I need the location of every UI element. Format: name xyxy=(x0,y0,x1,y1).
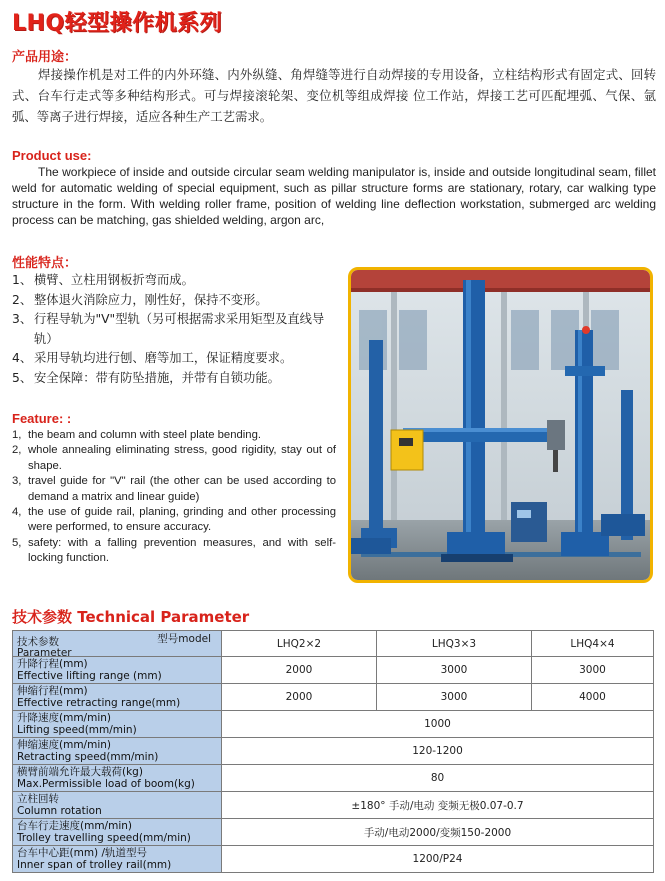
usage-en-text: The workpiece of inside and outside circular seam welding manipulator is, inside and outside longitudinal seam, fillet weld for automatic welding of special equipment, such as pillar structure forms are stationary, rotary, car walking type structure in the form. With welding roller frame, position of welding line deflection workstation, submerged arc welding process can be matching, gas shielded welding, argon arc, xyxy=(12,165,656,227)
features-cn-item: 2、 整体退火消除应力，刚性好，保持不变形。 xyxy=(12,292,268,307)
table-row xyxy=(13,792,654,819)
parameter-table xyxy=(12,630,654,873)
table-row xyxy=(13,819,654,846)
row-label: 台车行走速度(mm/min) Trolley travelling speed(mm/min) xyxy=(13,819,222,846)
corner-param-label: 技术参数 Parameter xyxy=(17,636,72,659)
table-row xyxy=(13,738,654,765)
table-cell: 80 xyxy=(222,765,654,792)
usage-cn-text: 焊接操作机是对工件的内外环缝、内外纵缝、角焊缝等进行自动焊接的专用设备，立柱结构形式有固定式、回转式、台车行走式等多种结构形式。可与焊接滚轮架、变位机等组成焊接 位工作站，焊接工艺可匹配埋弧、气保、氩弧、等离子进行焊接，适应各种生产工艺需求。 xyxy=(12,67,656,124)
table-row xyxy=(13,711,654,738)
usage-cn-heading: 产品用途： xyxy=(12,50,78,65)
table-row xyxy=(13,684,654,711)
table-cell: 2000 xyxy=(222,657,377,684)
table-header-row xyxy=(13,631,654,657)
features-cn-item: 4、 采用导轨均进行刨、磨等加工，保证精度要求。 xyxy=(12,351,293,365)
welding-manipulator-illustration xyxy=(351,270,650,580)
table-corner-cell xyxy=(13,631,222,657)
row-label: 台车中心距(mm) /轨道型号 Inner span of trolley rail(mm) xyxy=(13,846,222,873)
features-en-item: 4, the use of guide rail, planing, grinding and other processing were performed, to ensure accuracy. xyxy=(12,506,336,534)
table-cell: 4000 xyxy=(532,684,654,711)
row-label: 升降速度(mm/min) Lifting speed(mm/min) xyxy=(13,711,222,738)
table-cell: ±180° 手动/电动 变频无极0.07-0.7 xyxy=(222,792,654,819)
table-cell: 3000 xyxy=(377,684,532,711)
row-label: 伸缩行程(mm) Effective retracting range(mm) xyxy=(13,684,222,711)
table-cell: 3000 xyxy=(532,657,654,684)
tech-heading: 技术参数 Technical Parameter xyxy=(12,608,250,626)
features-cn-item: 1、 横臂、立柱用钢板折弯而成。 xyxy=(12,273,194,287)
table-cell: 1000 xyxy=(222,711,654,738)
model-header: LHQ2×2 xyxy=(222,631,377,657)
row-label: 横臂前端允许最大载荷(kg) Max.Permissible load of boom(kg) xyxy=(13,765,222,792)
page-title: LHQ轻型操作机系列 xyxy=(12,11,223,36)
table-cell: 120-1200 xyxy=(222,738,654,765)
features-cn-item: 3、 行程导轨为"V"型轨（另可根据需求采用矩型及直线导轨） xyxy=(12,312,325,346)
features-en-item: 3, travel guide for "V" rail (the other can be used according to demand a matrix and linear guide) xyxy=(12,475,336,503)
product-photo xyxy=(348,267,653,583)
row-label: 升降行程(mm) Effective lifting range (mm) xyxy=(13,657,222,684)
table-cell: 1200/P24 xyxy=(222,846,654,873)
model-header: LHQ3×3 xyxy=(377,631,532,657)
table-cell: 3000 xyxy=(377,657,532,684)
features-en-list xyxy=(12,428,336,567)
features-en-heading: Feature: : xyxy=(12,411,72,426)
corner-model-label: 型号model xyxy=(157,633,211,645)
table-row xyxy=(13,765,654,792)
row-label: 立柱回转 Column rotation xyxy=(13,792,222,819)
features-en-item: 5, safety: with a falling prevention measures, and with self-locking function. xyxy=(12,536,336,565)
row-label: 伸缩速度(mm/min) Retracting speed(mm/min) xyxy=(13,738,222,765)
features-en-item: 1, the beam and column with steel plate bending. xyxy=(12,429,261,441)
features-cn-list xyxy=(12,271,342,388)
features-cn-heading: 性能特点： xyxy=(12,256,78,271)
table-row xyxy=(13,657,654,684)
features-cn-item: 5、 安全保障：带有防坠措施，并带有自锁功能。 xyxy=(12,370,280,385)
table-cell: 手动/电动2000/变频150-2000 xyxy=(222,819,654,846)
table-row xyxy=(13,846,654,873)
usage-en-heading: Product use: xyxy=(12,148,92,163)
features-en-item: 2, whole annealing eliminating stress, good rigidity, stay out of shape. xyxy=(12,444,336,472)
model-header: LHQ4×4 xyxy=(532,631,654,657)
table-cell: 2000 xyxy=(222,684,377,711)
